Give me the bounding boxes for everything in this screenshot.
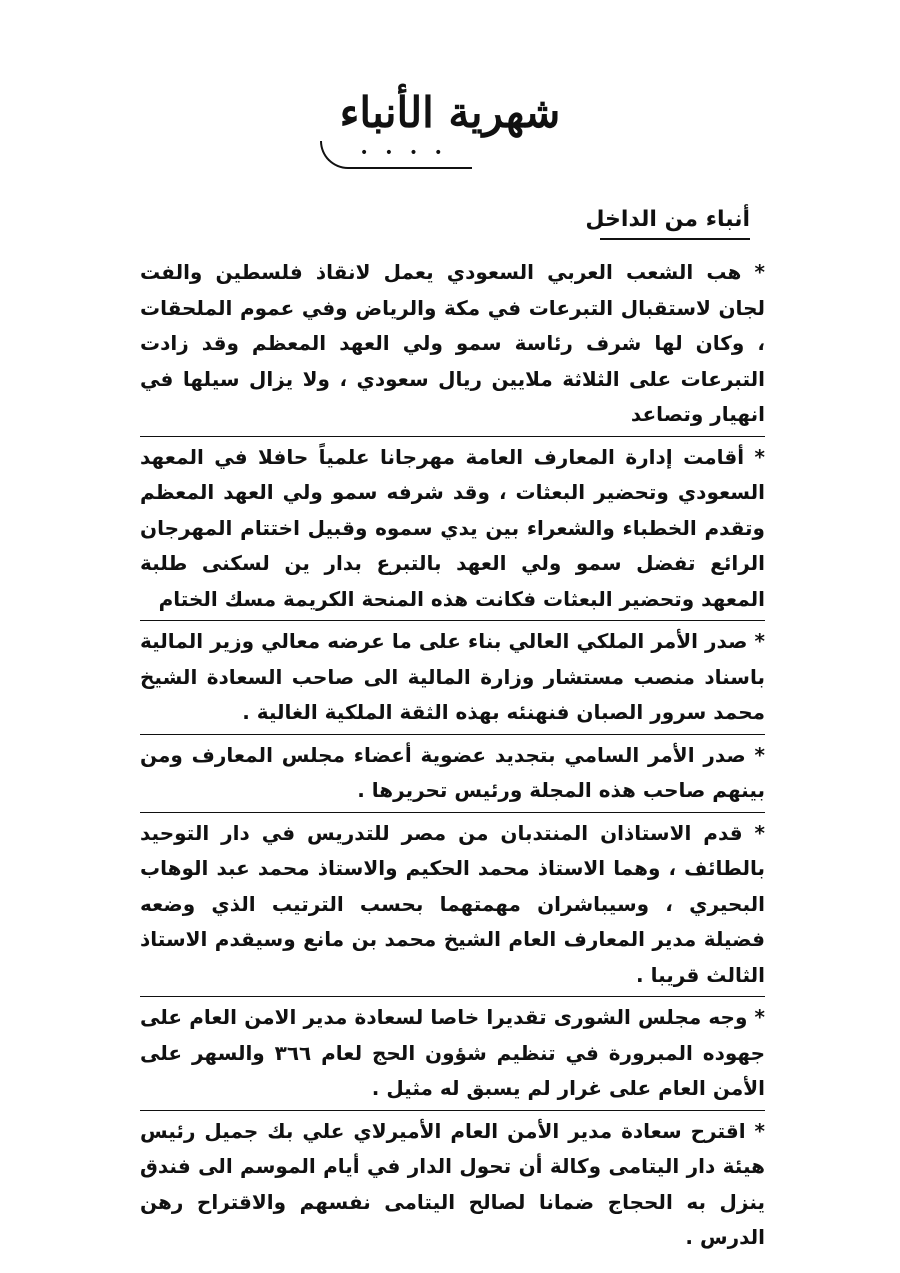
news-item: * أقامت إدارة المعارف العامة مهرجانا علمياً حافلا في المعهد السعودي وتحضير البعثات ، وقد شرفه سمو ولي العهد المعظم وتقدم الخطباء والشعراء بين يدي سموه وقبيل اختتام المهرجان الرائع تفضل سمو ولي العهد بالتبرع بدار ين لسكنى طلبة المعهد وتحضير البعثات فكانت هذه المنحة الكريمة مسك الختام	[140, 444, 765, 611]
news-item: * هب الشعب العربي السعودي يعمل لانقاذ فلسطين والفت لجان لاستقبال التبرعات في مكة والرياض وفي عموم الملحقات ، وكان لها شرف رئاسة سمو ولي العهد المعظم وقد زادت التبرعات على الثلاثة ملايين ريال سعودي ، ولا يزال سيلها في انهيار وتصاعد	[140, 260, 765, 426]
section-heading: أنباء من الداخل	[585, 207, 750, 232]
news-item: * صدر الأمر السامي بتجديد عضوية أعضاء مجلس المعارف ومن بينهم صاحب هذه المجلة ورئيس تحريرها .	[140, 742, 765, 802]
item-divider	[140, 1110, 765, 1111]
masthead-ornament-dots: • • • •	[360, 145, 449, 161]
news-item: * وجه مجلس الشورى تقديرا خاصا لسعادة مدير الامن العام على جهوده المبرورة في تنظيم شؤون الحج لعام ٣٦٦ والسهر على الأمن العام على غرار لم يسبق له مثيل .	[140, 1005, 765, 1100]
section-heading-underline	[600, 238, 750, 240]
news-item: * قدم الاستاذان المنتدبان من مصر للتدريس في دار التوحيد بالطائف ، وهما الاستاذ محمد الحكيم والاستاذ محمد عبد الوهاب البحيري ، وسيباشران مهمتهما بحسب الترتيب الذي وضعه فضيلة مدير المعارف العام الشيخ محمد بن مانع وسيقدم الاستاذ الثالث قريبا .	[140, 820, 765, 987]
news-item: * اقترح سعادة مدير الأمن العام الأميرلاي علي بك جميل رئيس هيئة دار اليتامى وكالة أن تحول الدار في أيام الموسم الى فندق ينزل به الحجاج ضمانا لصالح اليتامى نفسهم والاقتراح رهن الدرس .	[140, 1118, 765, 1249]
item-divider	[140, 996, 765, 997]
item-divider	[140, 436, 765, 437]
news-articles	[140, 255, 765, 1256]
item-divider	[140, 734, 765, 735]
masthead-title: شهرية الأنباء	[339, 88, 561, 137]
news-item: * صدر الأمر الملكي العالي بناء على ما عرضه معالي وزير المالية باسناد منصب مستشار وزارة المالية الى صاحب السعادة الشيخ محمد سرور الصبان فنهنئه بهذه الثقة الملكية الغالية .	[140, 629, 765, 724]
item-divider	[140, 812, 765, 813]
masthead	[300, 85, 600, 165]
item-divider	[140, 620, 765, 621]
